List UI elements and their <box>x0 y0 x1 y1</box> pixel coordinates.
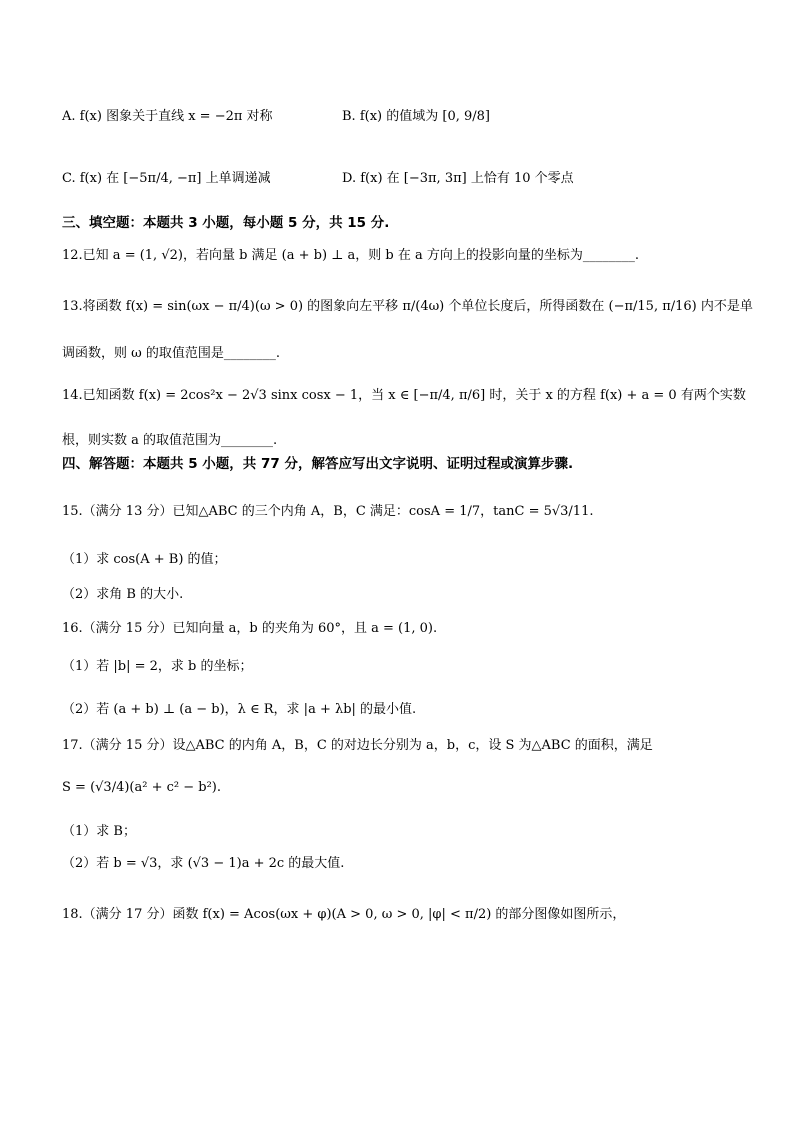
question-15-stem: 15.（满分 13 分）已知△ABC 的三个内角 A，B，C 满足：cosA = 1/7，tanC = 5√3/11. <box>62 504 594 519</box>
question-17-part-1: （1）求 B； <box>62 824 136 839</box>
question-14-line-1: 14.已知函数 f(x) = 2cos²x − 2√3 sinx cosx − 1，当 x ∈ [−π/4, π/6] 时，关于 x 的方程 f(x) + a = 0 有两个实数 <box>62 388 746 403</box>
question-16-part-1: （1）若 |b| = 2，求 b 的坐标； <box>62 659 253 674</box>
question-12: 12.已知 a = (1, √2)，若向量 b 满足 (a + b) ⊥ a，则 b 在 a 方向上的投影向量的坐标为________. <box>62 248 640 263</box>
question-16-stem: 16.（满分 15 分）已知向量 a，b 的夹角为 60°，且 a = (1, 0). <box>62 621 438 636</box>
section-heading-fill-in: 三、填空题：本题共 3 小题，每小题 5 分，共 15 分. <box>62 215 390 231</box>
question-16-part-2: （2）若 (a + b) ⊥ (a − b)，λ ∈ R，求 |a + λb| 的最小值. <box>62 702 417 717</box>
question-18-stem: 18.（满分 17 分）函数 f(x) = Acos(ωx + φ)(A > 0, ω > 0, |φ| < π/2) 的部分图像如图所示， <box>62 907 626 922</box>
question-17-part-2: （2）若 b = √3，求 (√3 − 1)a + 2c 的最大值. <box>62 856 345 871</box>
question-13-line-1: 13.将函数 f(x) = sin(ωx − π/4)(ω > 0) 的图象向左平移 π/(4ω) 个单位长度后，所得函数在 (−π/15, π/16) 内不是单 <box>62 299 753 314</box>
question-14-line-2: 根，则实数 a 的取值范围为________. <box>62 433 278 448</box>
option-a: A. f(x) 图象关于直线 x = −2π 对称 <box>62 109 273 124</box>
question-13-line-2: 调函数，则 ω 的取值范围是________. <box>62 346 280 361</box>
option-b: B. f(x) 的值域为 [0, 9/8] <box>342 109 490 124</box>
option-d: D. f(x) 在 [−3π, 3π] 上恰有 10 个零点 <box>342 171 574 186</box>
question-17-formula: S = (√3/4)(a² + c² − b²). <box>62 780 221 795</box>
option-c: C. f(x) 在 [−5π/4, −π] 上单调递减 <box>62 171 271 186</box>
section-heading-solve: 四、解答题：本题共 5 小题，共 77 分，解答应写出文字说明、证明过程或演算步骤. <box>62 456 574 472</box>
question-17-stem: 17.（满分 15 分）设△ABC 的内角 A，B，C 的对边长分别为 a，b，c，设 S 为△ABC 的面积，满足 <box>62 738 653 753</box>
question-15-part-1: （1）求 cos(A + B) 的值； <box>62 552 227 567</box>
question-15-part-2: （2）求角 B 的大小. <box>62 587 184 602</box>
